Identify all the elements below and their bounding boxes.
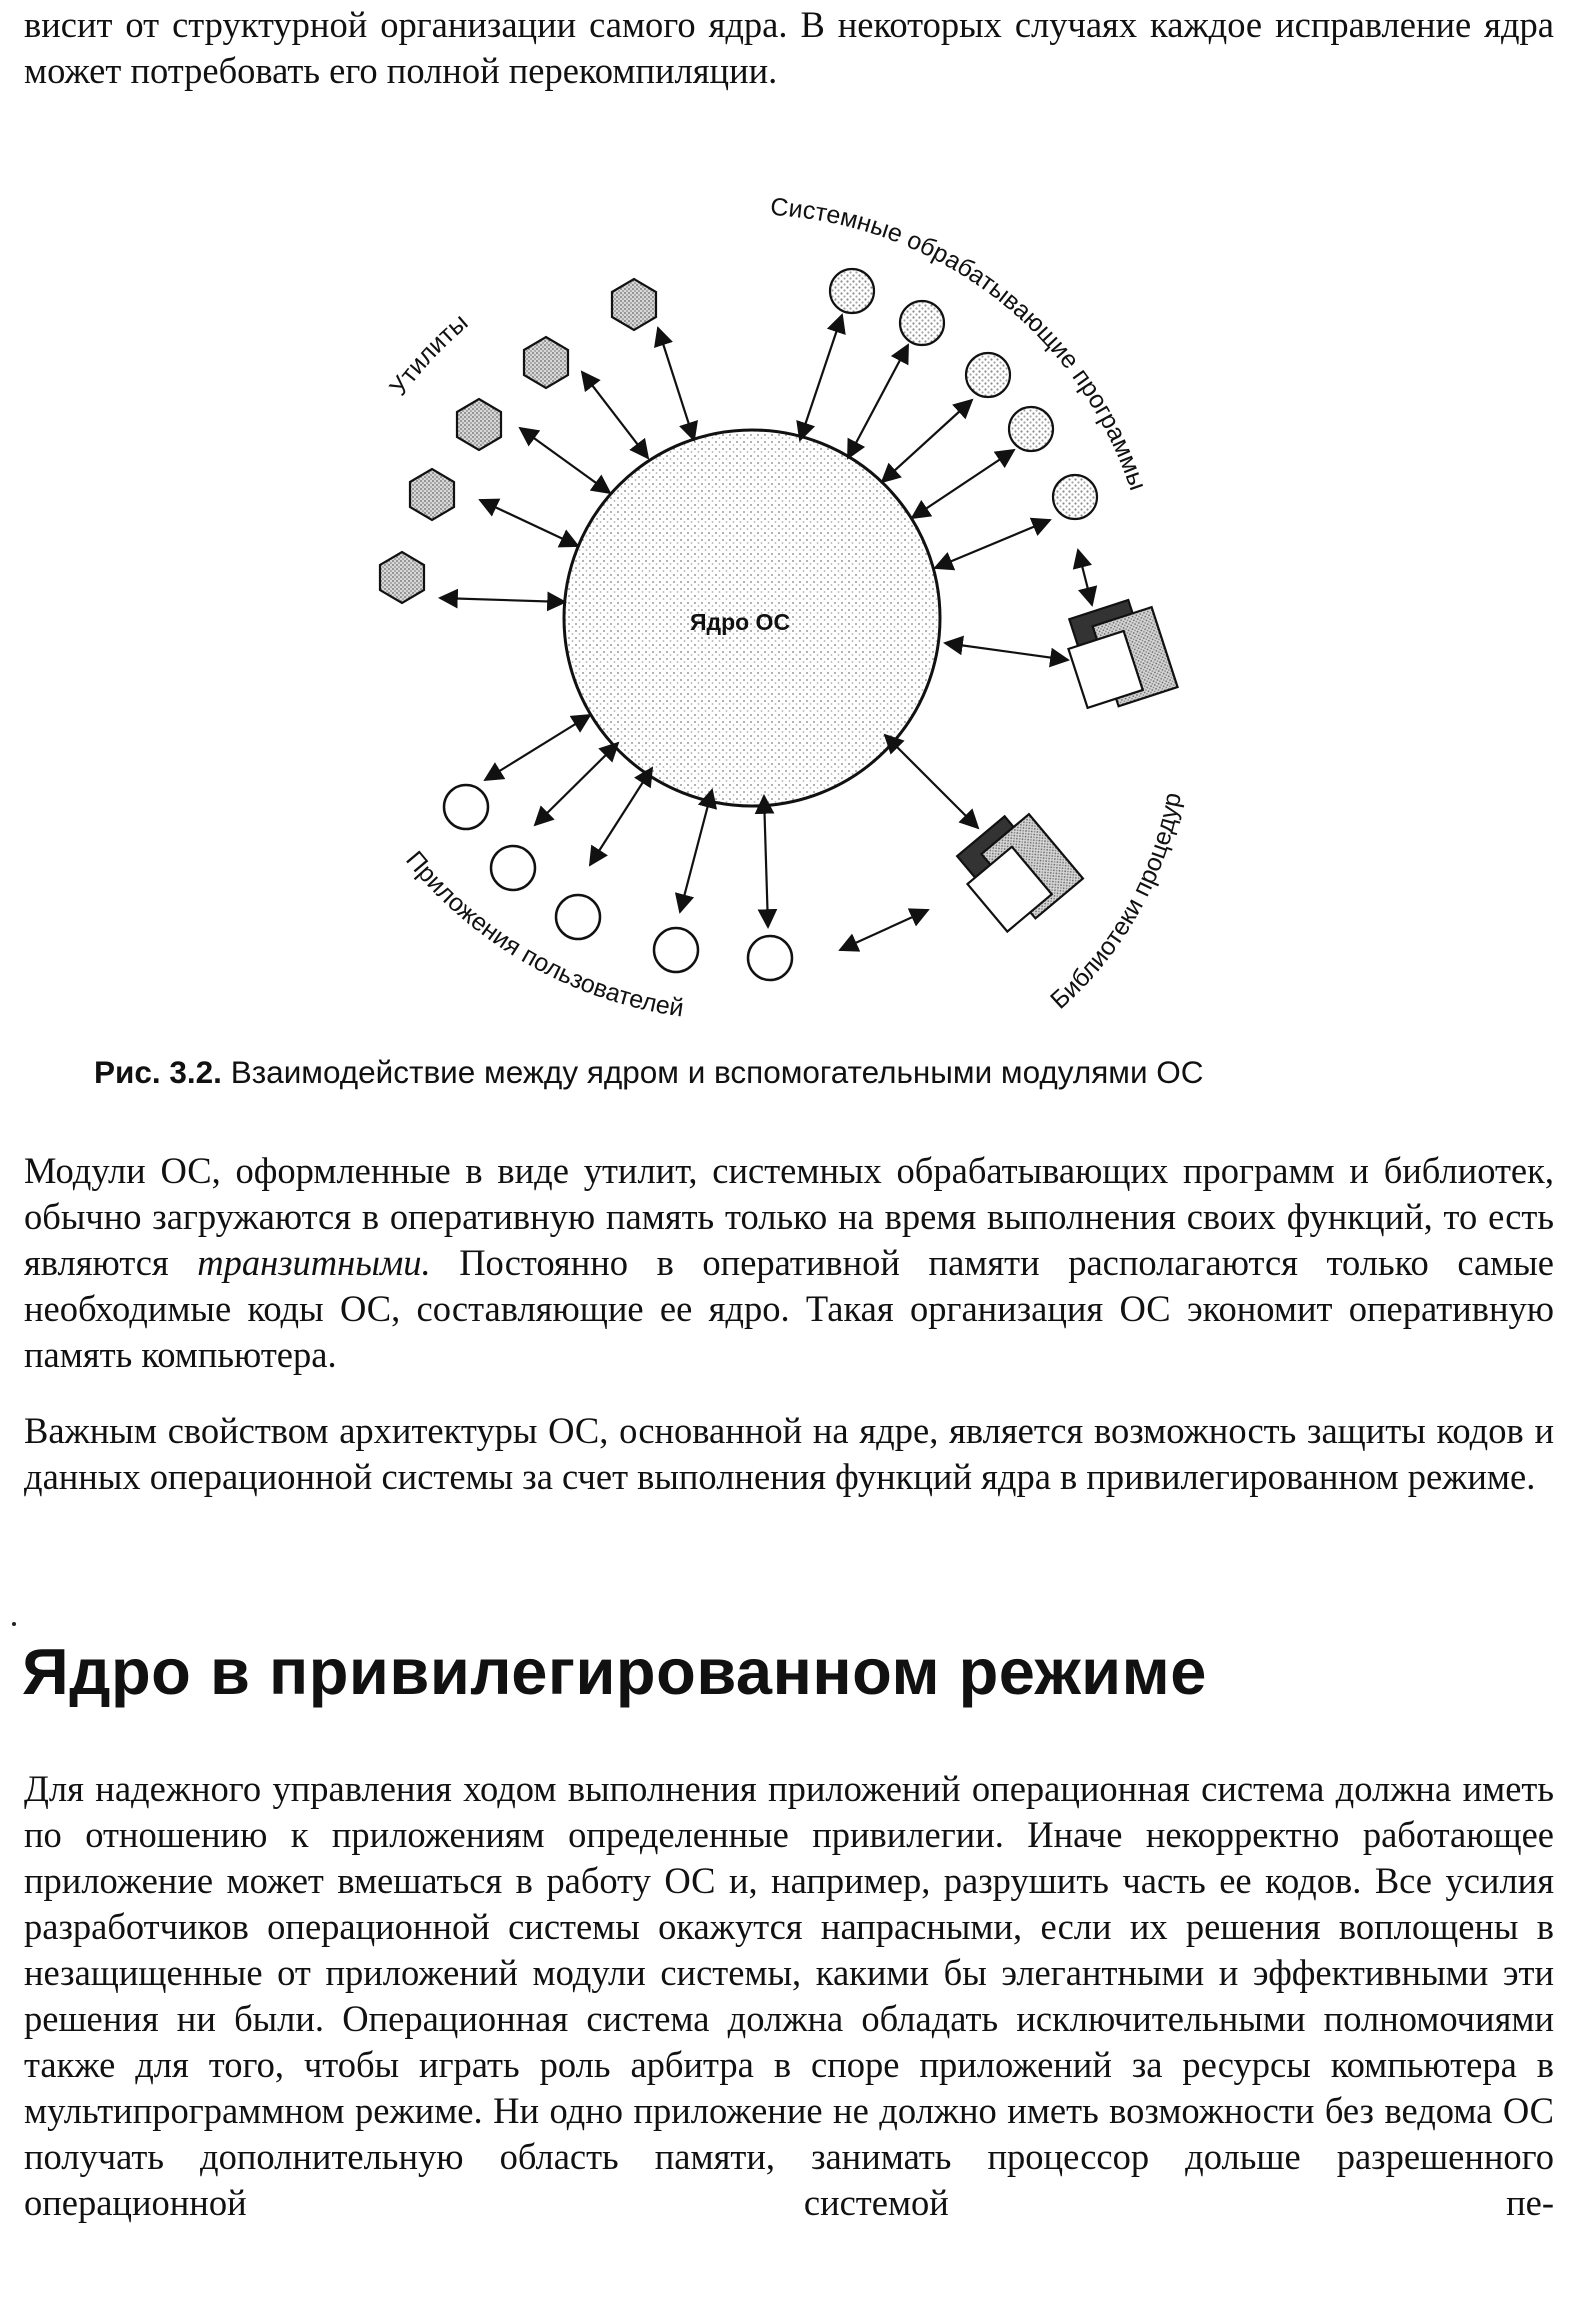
figure-caption [94, 1052, 1514, 1092]
paragraph-2: Важным свойством архитектуры ОС, основанной на ядре, является возможность защиты кодов и данных операционной системы за счет выполнения функций ядра в привилегированном режиме. [24, 1410, 1554, 1497]
figure-caption-text: Взаимодействие между ядром и вспомогательными модулями ОС [230, 1054, 1204, 1090]
kernel-label: Ядро ОС [689, 609, 791, 635]
paragraph-1-emphasis: транзитными. [197, 1242, 431, 1283]
label-libraries: Библиотеки процедур [1045, 790, 1187, 1015]
label-utilities: Утилиты [384, 308, 474, 401]
paragraph-top: висит от структурной организации самого ядра. В некоторых случаях каждое исправление ядра может потребовать его полной перекомпиляции. [24, 4, 1554, 91]
label-system-programs: Системные обрабатывающие программы [769, 192, 1152, 494]
paragraph-1-part-1: Модули ОС, оформленные в виде утилит, системных обрабатывающих программ и библиотек, обычно загружаются в оперативную память только на время выполнения своих функций, то есть являются [24, 1150, 1554, 1283]
figure-diagram [0, 160, 1572, 1040]
paragraph-1-part-2: Постоянно в оперативной памяти располагаются только самые необходимые коды ОС, составляющие ее ядро. Такая организация ОС экономит оперативную память компьютера. [24, 1242, 1554, 1375]
label-user-apps: Приложения пользователей [400, 845, 686, 1023]
paragraph-3: Для надежного управления ходом выполнения приложений операционная система должна иметь по отношению к приложениям определенные привилегии. Иначе некорректно работающее приложение может вмешаться в работу ОС и, например, разрушить часть ее кодов. Все усилия разработчиков операционной системы окажутся напрасными, если их решения воплощены в незащищенные от приложений модули системы, какими бы элегантными и эффективными эти решения ни были. Операционная система должна обладать исключительными полномочиями также для того, чтобы играть роль арбитра в споре приложений за ресурсы компьютера в мультипрограммном режиме. Ни одно приложение не должно иметь возможности без ведома ОС получать дополнительную область памяти, занимать процессор дольше разрешенного операционной системой пе- [24, 1768, 1554, 2223]
margin-dot [12, 1622, 16, 1626]
section-heading: Ядро в привилегированном режиме [22, 1635, 1207, 1708]
paragraph-1 [24, 1148, 1554, 1378]
figure-number: Рис. 3.2. [94, 1054, 222, 1090]
